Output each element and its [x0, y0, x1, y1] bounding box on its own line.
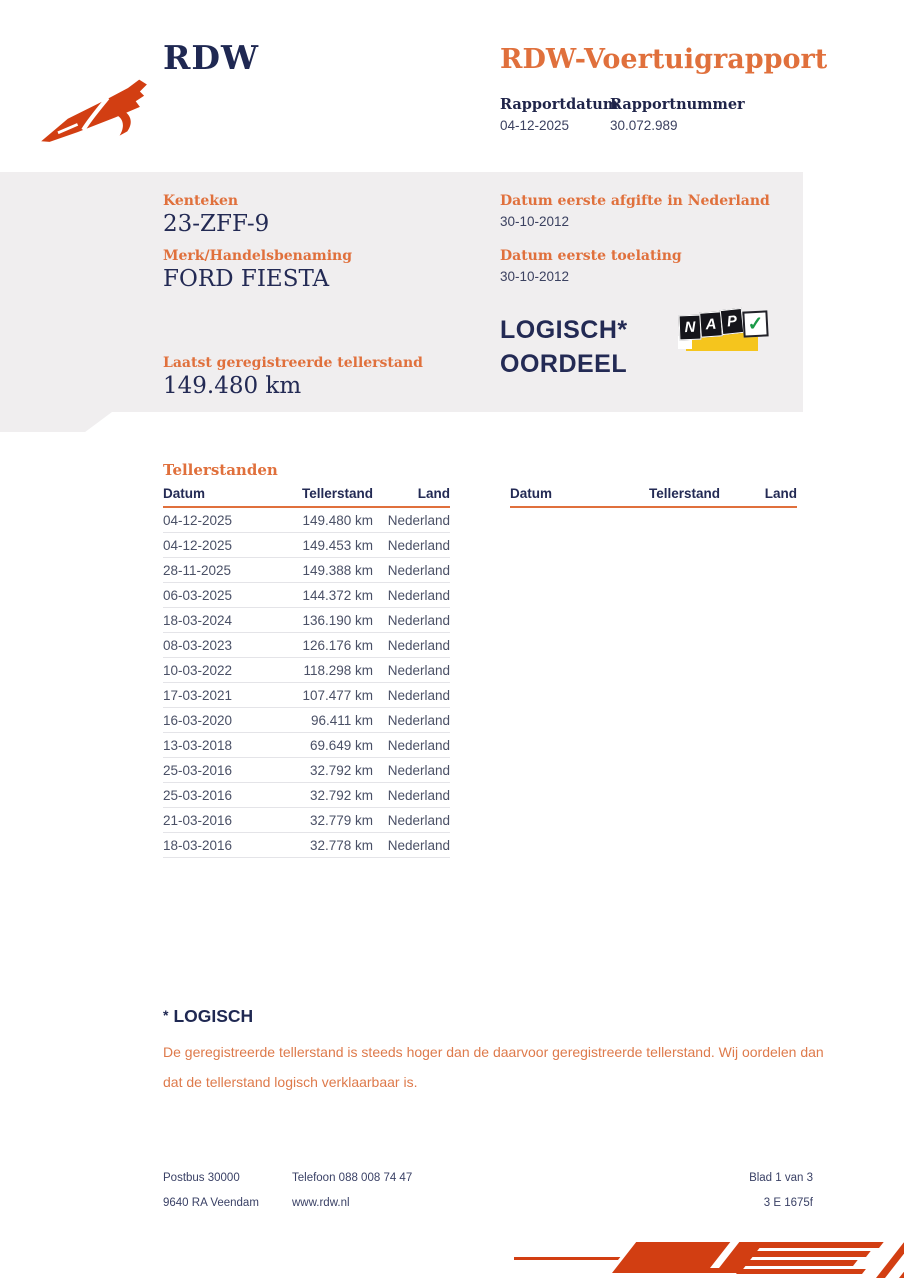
row-tellerstand: 149.388 km: [275, 558, 373, 583]
row-land: Nederland: [373, 608, 450, 633]
row-tellerstand: 32.792 km: [275, 783, 373, 808]
rdw-speed-stripes-graphic: [514, 1230, 904, 1280]
summary-panel-notch: [0, 412, 112, 432]
row-datum: 13-03-2018: [163, 733, 275, 758]
row-tellerstand: 149.480 km: [275, 507, 373, 533]
rdw-logo-text: RDW: [163, 38, 260, 77]
row-datum: 10-03-2022: [163, 658, 275, 683]
table-row: [163, 683, 450, 708]
afgifte-label: Datum eerste afgifte in Nederland: [500, 193, 770, 209]
table-row: [163, 608, 450, 633]
footer-address-line1: Postbus 30000: [163, 1172, 240, 1184]
row-tellerstand: 136.190 km: [275, 608, 373, 633]
column-header-datum: Datum: [163, 486, 275, 507]
row-datum: 04-12-2025: [163, 507, 275, 533]
tellerstand-value: 149.480 km: [163, 373, 302, 399]
table-row: [163, 708, 450, 733]
oordeel-line1: LOGISCH*: [500, 316, 628, 344]
footnote-asterisk: *: [163, 1007, 169, 1023]
row-land: Nederland: [373, 783, 450, 808]
row-datum: 21-03-2016: [163, 808, 275, 833]
table-row: [163, 507, 450, 533]
table-row: [163, 733, 450, 758]
row-land: Nederland: [373, 658, 450, 683]
toelating-label: Datum eerste toelating: [500, 248, 682, 264]
table-row: [163, 658, 450, 683]
column-header-datum: Datum: [510, 486, 622, 507]
column-header-tellerstand: Tellerstand: [275, 486, 373, 507]
row-land: Nederland: [373, 583, 450, 608]
report-number-value: 30.072.989: [610, 118, 678, 133]
stripe-2: [750, 1251, 871, 1257]
kenteken-label: Kenteken: [163, 193, 239, 209]
nap-logo: [676, 308, 764, 356]
row-datum: 28-11-2025: [163, 558, 275, 583]
row-datum: 08-03-2023: [163, 633, 275, 658]
row-land: Nederland: [373, 683, 450, 708]
rdw-feather-logo-icon: [34, 74, 152, 144]
footer-website: www.rdw.nl: [292, 1197, 350, 1209]
table-header-row: [163, 486, 450, 507]
row-land: Nederland: [373, 808, 450, 833]
table-row: [163, 533, 450, 558]
footer-form-code: 3 E 1675f: [763, 1197, 813, 1209]
row-land: Nederland: [373, 758, 450, 783]
row-land: Nederland: [373, 708, 450, 733]
table-row: [163, 808, 450, 833]
stripe-3: [743, 1260, 858, 1266]
report-date-label: Rapportdatum: [500, 96, 619, 113]
afgifte-value: 30-10-2012: [500, 214, 570, 229]
table-row: [163, 783, 450, 808]
row-tellerstand: 32.779 km: [275, 808, 373, 833]
footer-page-indicator: Blad 1 van 3: [749, 1172, 813, 1184]
toelating-value: 30-10-2012: [500, 269, 570, 284]
row-land: Nederland: [373, 633, 450, 658]
merk-value: FORD FIESTA: [163, 266, 330, 292]
table-row: [163, 833, 450, 858]
row-tellerstand: 32.792 km: [275, 758, 373, 783]
row-tellerstand: 126.176 km: [275, 633, 373, 658]
row-tellerstand: 149.453 km: [275, 533, 373, 558]
footer-phone: Telefoon 088 008 74 47: [292, 1172, 413, 1184]
nap-letter-a: A: [699, 311, 723, 337]
row-land: Nederland: [373, 558, 450, 583]
row-datum: 17-03-2021: [163, 683, 275, 708]
kenteken-value: 23-ZFF-9: [163, 211, 270, 237]
table-row: [163, 583, 450, 608]
merk-label: Merk/Handelsbenaming: [163, 248, 353, 264]
row-tellerstand: 69.649 km: [275, 733, 373, 758]
row-land: Nederland: [373, 507, 450, 533]
nap-letter-n: N: [679, 315, 702, 341]
nap-letter-p: P: [720, 308, 744, 335]
table-row: [163, 633, 450, 658]
row-datum: 18-03-2024: [163, 608, 275, 633]
document-title: RDW-Voertuigrapport: [500, 44, 828, 75]
nap-checkmark-icon: ✓: [742, 310, 768, 337]
tellerstanden-table-right: [510, 486, 797, 508]
row-datum: 25-03-2016: [163, 783, 275, 808]
row-tellerstand: 118.298 km: [275, 658, 373, 683]
column-header-land: Land: [373, 486, 450, 507]
row-datum: 16-03-2020: [163, 708, 275, 733]
stripe-line: [514, 1257, 620, 1260]
column-header-tellerstand: Tellerstand: [622, 486, 720, 507]
stripe-1: [757, 1242, 884, 1248]
row-datum: 06-03-2025: [163, 583, 275, 608]
footer-address-line2: 9640 RA Veendam: [163, 1197, 259, 1209]
table-row: [163, 758, 450, 783]
row-tellerstand: 32.778 km: [275, 833, 373, 858]
report-number-label: Rapportnummer: [610, 96, 745, 113]
row-tellerstand: 144.372 km: [275, 583, 373, 608]
stripe-4: [736, 1269, 866, 1274]
footnote-title-text: LOGISCH: [173, 1006, 254, 1026]
oordeel-line2: OORDEEL: [500, 350, 628, 378]
row-land: Nederland: [373, 533, 450, 558]
tellerstanden-table-left: [163, 486, 450, 858]
oordeel-verdict: [500, 313, 628, 381]
report-date-value: 04-12-2025: [500, 118, 570, 133]
tellerstand-label: Laatst geregistreerde tellerstand: [163, 355, 423, 371]
row-tellerstand: 107.477 km: [275, 683, 373, 708]
row-datum: 18-03-2016: [163, 833, 275, 858]
row-land: Nederland: [373, 733, 450, 758]
row-land: Nederland: [373, 833, 450, 858]
column-header-land: Land: [720, 486, 797, 507]
tellerstanden-section-title: Tellerstanden: [163, 461, 278, 479]
row-tellerstand: 96.411 km: [275, 708, 373, 733]
footnote-title: [163, 1006, 253, 1027]
table-row: [163, 558, 450, 583]
table-header-row: [510, 486, 797, 507]
row-datum: 25-03-2016: [163, 758, 275, 783]
row-datum: 04-12-2025: [163, 533, 275, 558]
footnote-text: De geregistreerde tellerstand is steeds hoger dan de daarvoor geregistreerde tellerstand. Wij oordelen dan dat de tellerstand logisch verklaarbaar is.: [163, 1044, 824, 1090]
